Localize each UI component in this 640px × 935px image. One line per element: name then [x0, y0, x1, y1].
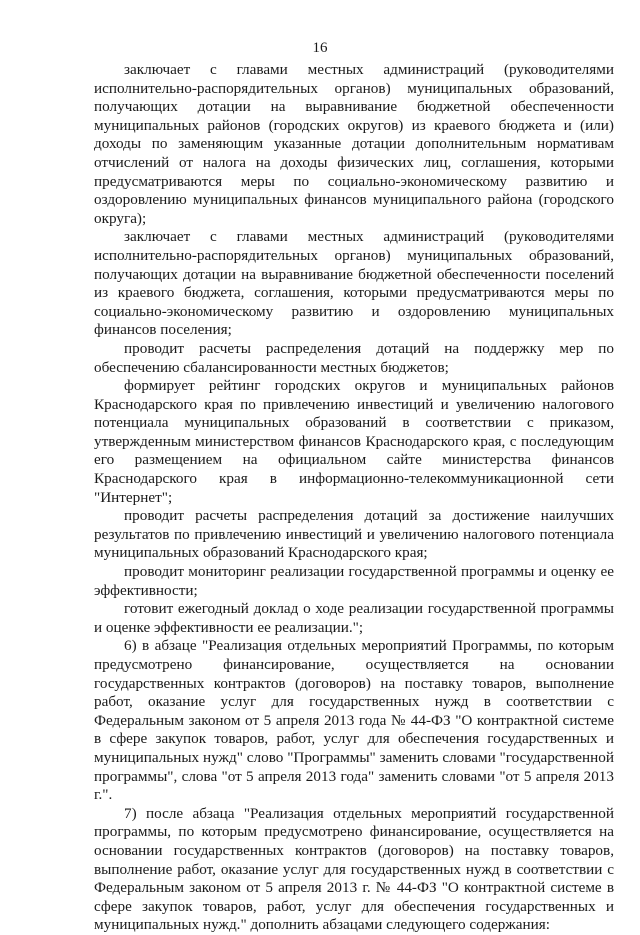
document-body: [94, 61, 614, 935]
paragraph-item-7: 7) после абзаца "Реализация отдельных мероприятий государственной программы, по которым предусмотрено финансирование, осуществляется на основании государственных контрактов (договоров) на поставку товаров, выполнение работ, оказание услуг для государственных нужд в соответствии с Федеральным законом от 5 апреля 2013 г. № 44-ФЗ "О контрактной системе в сфере закупок товаров, работ, услуг для обеспечения государственных и муниципальных нужд." дополнить абзацами следующего содержания:: [94, 804, 614, 934]
paragraph-item-6: 6) в абзаце "Реализация отдельных мероприятий Программы, по которым предусмотрено финансирование, осуществляется на основании государственных контрактов (договоров) на поставку товаров, выполнение работ, оказание услуг для государственных нужд в соответствии с Федеральным законом от 5 апреля 2013 года № 44-ФЗ "О контрактной системе в сфере закупок товаров, работ, услуг для обеспечения государственных и муниципальных нужд" слово "Программы" заменить словами "государственной программы", слова "от 5 апреля 2013 года" заменить словами "от 5 апреля 2013 г.".: [94, 637, 614, 804]
paragraph-best-results-subsidies: проводит расчеты распределения дотаций за достижение наилучших результатов по привлечению инвестиций и увеличению налогового потенциала муниципальных образований Краснодарского края;: [94, 507, 614, 562]
paragraph-rating: формирует рейтинг городских округов и муниципальных районов Краснодарского края по привлечению инвестиций и увеличению налогового потенциала муниципальных образований в соответствии с приказом, утвержденным министерством финансов Краснодарского края, с последующим его размещением на официальном сайте министерства финансов Краснодарского края в информационно-телекоммуникационной сети "Интернет";: [94, 377, 614, 506]
paragraph-agreements-districts: заключает с главами местных администраций (руководителями исполнительно-распорядительных органов) муниципальных образований, получающих дотации на выравнивание бюджетной обеспеченности муниципальных районов (городских округов) из краевого бюджета и (или) доходы по заменяющим указанные дотации дополнительным нормативам отчислений от налога на доходы физических лиц, соглашения, которыми предусматриваются меры по социально-экономическому развитию и оздоровлению муниципальных финансов муниципального района (городского округа);: [94, 61, 614, 227]
page-number: 16: [312, 40, 328, 56]
paragraph-annual-report: готовит ежегодный доклад о ходе реализации государственной программы и оценке эффективности ее реализации.";: [94, 600, 614, 636]
paragraph-monitoring: проводит мониторинг реализации государственной программы и оценку ее эффективности;: [94, 563, 614, 599]
paragraph-agreements-settlements: заключает с главами местных администраций (руководителями исполнительно-распорядительных органов) муниципальных образований, получающих дотации на выравнивание бюджетной обеспеченности поселений из краевого бюджета, соглашения, которыми предусматриваются меры по социально-экономическому развитию и оздоровлению муниципальных финансов поселения;: [94, 228, 614, 339]
paragraph-subsidy-calculations: проводит расчеты распределения дотаций на поддержку мер по обеспечению сбалансированности местных бюджетов;: [94, 339, 614, 376]
